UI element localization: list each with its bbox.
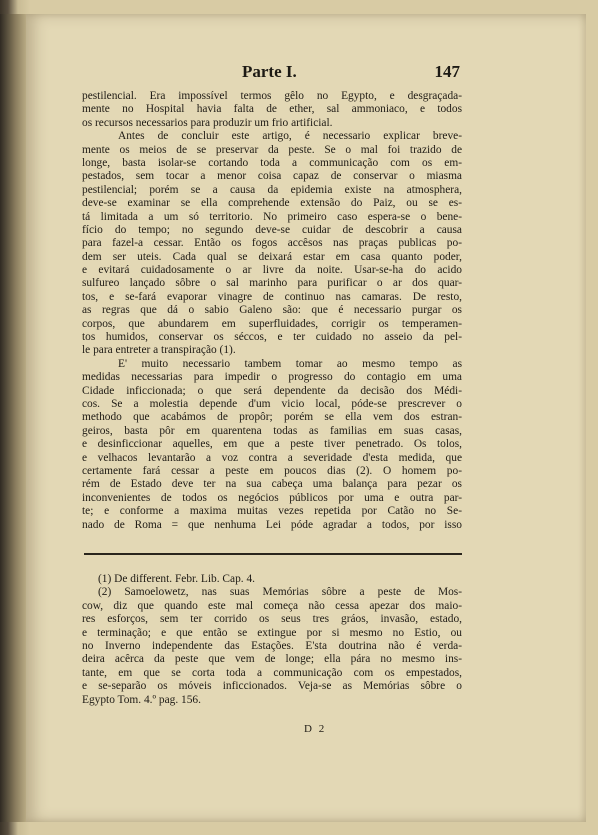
main-text: [82, 90, 462, 532]
text-line: e velhacos levantarão a voz contra a severidade d'esta medida, que: [82, 451, 462, 464]
text-line: as regras que dá o sabio Galeno são: que é necessario purgar os: [82, 304, 462, 317]
text-line: fício do tempo; no segundo deve-se cuidar de descobrir a causa: [82, 223, 462, 236]
footnote-line: e se-separão os móveis inficcionados. Veja-se as Memórias sôbre o: [82, 680, 462, 693]
text-line: pestilencial; porém se a causa da epidemia existe na atmosphera,: [82, 183, 462, 196]
text-line: certamente fará cessar a peste em poucos dias (2). O homem po-: [82, 464, 462, 477]
footnote-line: (2) Samoelowetz, nas suas Memórias sôbre a peste de Mos-: [98, 586, 462, 599]
text-line: sulfureo lançado sôbre o sal marinho para purificar o ar dos quar-: [82, 277, 462, 290]
text-line: inconvenientes de todos os negócios públicos por uma e outra par-: [82, 491, 462, 504]
text-line: cos. Se a molestia depende d'um vicio local, póde-se prescrever o: [82, 397, 462, 410]
text-line: rém de Estado deve ter na sua cabeça uma balança para pezar os: [82, 478, 462, 491]
text-line: tá limitada a um só territorio. No primeiro caso espera-se o bene-: [82, 210, 462, 223]
text-line: geiros, basta pôr em quarentena todas as familias em suas casas,: [82, 424, 462, 437]
text-line: mente no Hospital havia falta de ether, sal ammoniaco, e todos: [82, 103, 462, 116]
text-line: e evitará cuidadosamente o ar livre da noite. Usar-se-ha do acido: [82, 264, 462, 277]
footnote-line: res esforços, sem ter corrido os seus tres gráos, invasão, estado,: [82, 613, 462, 626]
text-line: pestilencial. Era impossível termos gêlo no Egypto, e desgraçada-: [82, 90, 462, 102]
signature-mark: D 2: [304, 723, 327, 735]
text-line: longe, basta isolar-se cortando toda a communicação com os em-: [82, 156, 462, 169]
text-line: methodo que acabámos de propôr; porém se ella vem dos estran-: [82, 411, 462, 424]
footnote-line: no Inverno independente das Estações. E'sta doutrina não é verda-: [82, 639, 462, 652]
footnote-rule: [84, 553, 462, 555]
footnotes: [82, 573, 462, 707]
text-line: E' muito necessario tambem tomar ao mesmo tempo as: [118, 357, 462, 370]
text-line: os recursos necessarios para produzir um frio artificial.: [82, 116, 333, 129]
text-line: medidas necessarias para impedir o progresso do contagio em uma: [82, 371, 462, 384]
running-head: Parte I.: [242, 62, 297, 81]
facing-page-edge: [0, 14, 26, 822]
text-line: tos humidos, conservar os séccos, e ter cuidado no asseio da pel-: [82, 331, 462, 344]
text-line: Cidade inficcionada; o que será dependente da decisão dos Médi-: [82, 384, 462, 397]
text-line: nado de Roma = que nenhuma Lei póde agradar a todos, por isso: [82, 518, 462, 531]
text-line: para fazel-a cessar. Então os fogos accêsos nas praças publicas po-: [82, 237, 462, 250]
text-line: mente os meios de se preservar da peste. Se o mal foi trazido de: [82, 143, 462, 156]
text-line: deve-se examinar se ella comprehende extensão do Paiz, ou se es-: [82, 197, 462, 210]
text-line: Antes de concluir este artigo, é necessario explicar breve-: [118, 130, 462, 143]
footnote-line: (1) De different. Febr. Lib. Cap. 4.: [98, 573, 256, 585]
footnote-line: tante, em que se corta toda a communicação com os empestados,: [82, 666, 462, 679]
footnote-line: deira acêrca da peste que vem de longe; ella pára no mesmo ins-: [82, 653, 462, 666]
footnote-line: e terminação; e que então se extingue por si mesmo no Estio, ou: [82, 626, 462, 639]
text-line: te; e conforme a maxima muitas vezes repetida por Catão no Se-: [82, 505, 462, 518]
footnote-line: Egypto Tom. 4.º pag. 156.: [82, 693, 201, 706]
page-number: 147: [434, 62, 460, 81]
text-line: dem ser uteis. Cada qual se deixará estar em casa quanto poder,: [82, 250, 462, 263]
footnote-line: cow, diz que quando este mal começa não cessa apezar dos maio-: [82, 599, 462, 612]
page-header: [82, 62, 460, 84]
text-line: e desinficcionar aquelles, em que a peste tiver penetrado. Os tolos,: [82, 438, 462, 451]
text-line: pestados, sem tocar a menor coisa capaz de conservar o miasma: [82, 170, 462, 183]
text-line: tos, e se-fará evaporar vinagre de continuo nas camaras. De resto,: [82, 290, 462, 303]
text-line: corpos, que abundarem em superfluidades, corrigir os temperamen-: [82, 317, 462, 330]
text-line: le para entreter a transpiração (1).: [82, 344, 236, 357]
